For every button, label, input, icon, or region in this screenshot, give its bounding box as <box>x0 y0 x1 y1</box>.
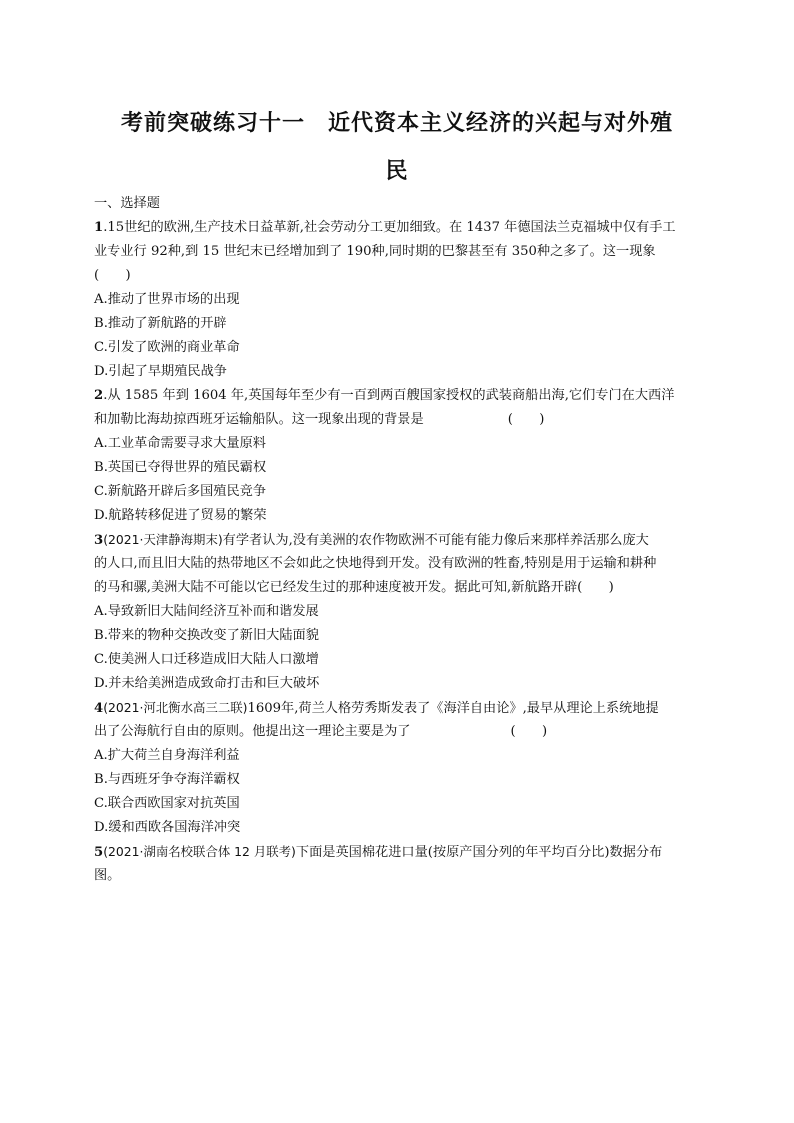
option-c: C.新航路开辟后多国殖民竞争 <box>94 484 267 499</box>
question-source: (2021·湖南名校联合体 12 月联考) <box>103 844 296 859</box>
option-b: B.英国已夺得世界的殖民霸权 <box>94 460 267 475</box>
question-number: 2 <box>94 388 104 403</box>
page-title-line-2: 民 <box>385 159 409 184</box>
question-text: 出了公海航行自由的原则。他提出这一理论主要是为了 <box>94 724 411 739</box>
question-3-line-3: 的马和骡,美洲大陆不可能以它已经发生过的那种速度被开发。据此可知,新航路开辟( ) <box>94 580 614 595</box>
question-3-line-1 <box>94 532 714 549</box>
option-a: A.推动了世界市场的出现 <box>94 292 240 307</box>
answer-blank: ( ) <box>510 724 548 739</box>
question-number: 3 <box>94 533 104 548</box>
question-1-answer-blank: ( ) <box>94 268 131 283</box>
question-4-line-1 <box>94 700 714 717</box>
question-number: 1 <box>94 220 104 235</box>
question-5-line-2: 图。 <box>94 868 121 883</box>
page-title-line-1: 考前突破练习十一 近代资本主义经济的兴起与对外殖 <box>120 111 673 136</box>
answer-blank: ( ) <box>507 412 545 427</box>
question-source: (2021·天津静海期末) <box>103 532 223 547</box>
question-4-line-2 <box>94 724 714 740</box>
option-a: A.工业革命需要寻求大量原料 <box>94 436 266 451</box>
option-b: B.推动了新航路的开辟 <box>94 316 227 331</box>
question-5-line-1 <box>94 844 714 861</box>
option-c: C.联合西欧国家对抗英国 <box>94 796 240 811</box>
question-1-line-2: 业专业行 92种,到 15 世纪末已经增加到了 190种,同时期的巴黎甚至有 350种之多了。这一现象 <box>94 244 656 259</box>
option-c: C.使美洲人口迁移造成旧大陆人口激增 <box>94 652 319 667</box>
option-b: B.带来的物种交换改变了新旧大陆面貌 <box>94 628 319 643</box>
question-text: 1609年,荷兰人格劳秀斯发表了《海洋自由论》,最早从理论上系统地提 <box>247 701 659 716</box>
question-2-line-1 <box>94 388 714 404</box>
question-2-line-2 <box>94 412 714 428</box>
question-text: 和加勒比海劫掠西班牙运输船队。这一现象出现的背景是 <box>94 412 424 427</box>
option-d: D.并未给美洲造成致命打击和巨大破坏 <box>94 676 320 691</box>
option-d: D.缓和西欧各国海洋冲突 <box>94 820 241 835</box>
question-text: .从 1585 年到 1604 年,英国每年至少有一百到两百艘国家授权的武装商船出海,它们专门在大西洋 <box>103 388 675 403</box>
question-text: 下面是英国棉花进口量(按原产国分列的年平均百分比)数据分布 <box>295 845 663 860</box>
question-1-line-1 <box>94 220 714 236</box>
option-a: A.扩大荷兰自身海洋利益 <box>94 748 240 763</box>
option-c: C.引发了欧洲的商业革命 <box>94 340 240 355</box>
option-a: A.导致新旧大陆间经济互补而和谐发展 <box>94 604 319 619</box>
question-number: 4 <box>94 701 104 716</box>
question-text: 有学者认为,没有美洲的农作物欧洲不可能有能力像后来那样养活那么庞大 <box>222 533 649 548</box>
option-d: D.航路转移促进了贸易的繁荣 <box>94 508 267 523</box>
question-source: (2021·河北衡水高三二联) <box>103 700 248 715</box>
section-heading: 一、选择题 <box>94 196 160 211</box>
option-b: B.与西班牙争夺海洋霸权 <box>94 772 240 787</box>
question-text: .15世纪的欧洲,生产技术日益革新,社会劳动分工更加细致。在 1437 年德国法兰克福城中仅有手工 <box>103 220 676 235</box>
question-number: 5 <box>94 845 104 860</box>
question-3-line-2: 的人口,而且旧大陆的热带地区不会如此之快地得到开发。没有欧洲的牲畜,特别是用于运输和耕种 <box>94 556 657 571</box>
option-d: D.引起了早期殖民战争 <box>94 364 227 379</box>
